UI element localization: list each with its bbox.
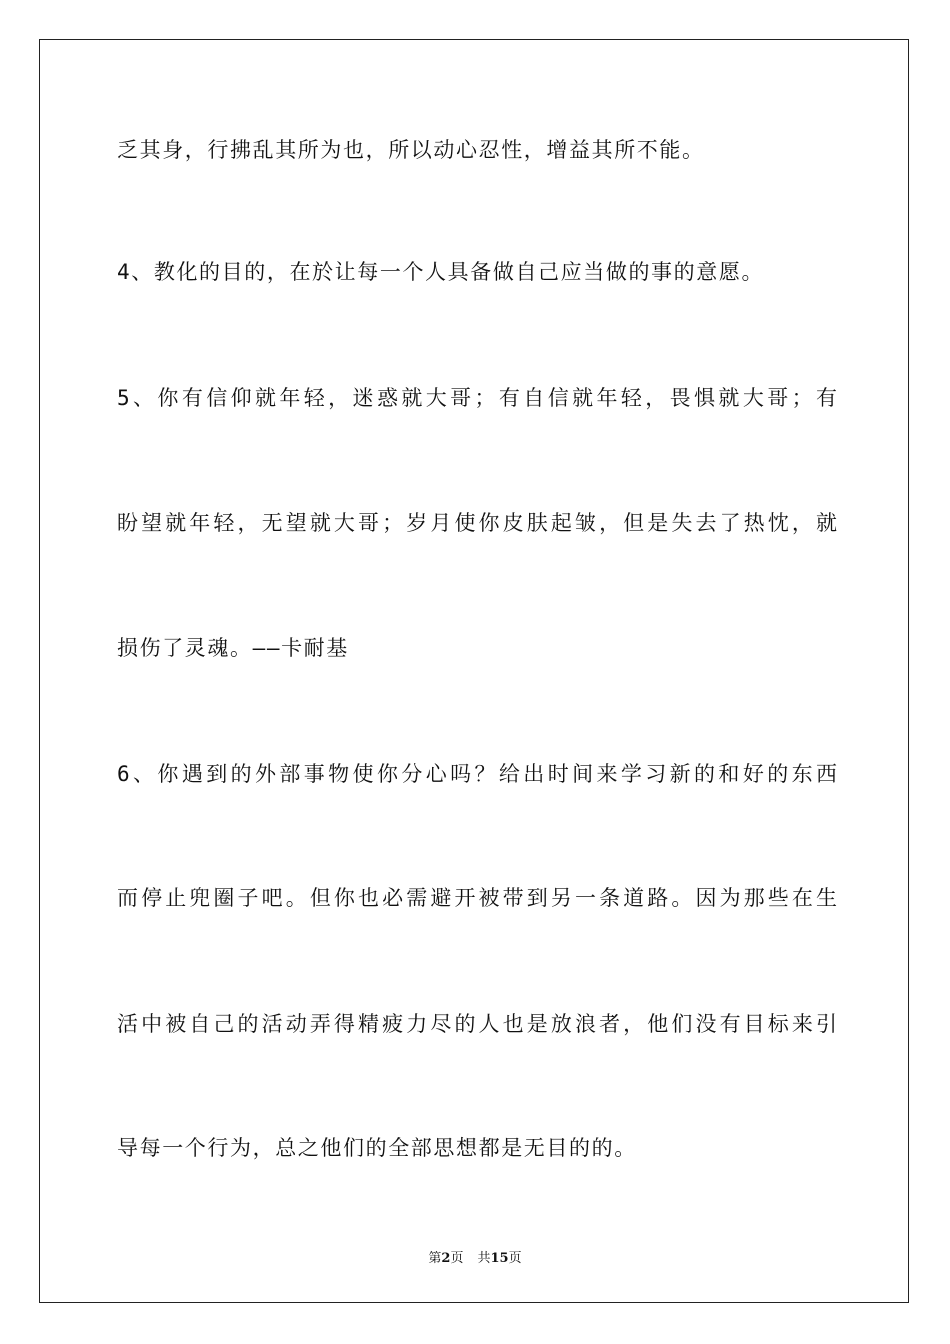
total-suffix: 页 [508, 1251, 522, 1266]
page-prefix: 第 [428, 1251, 442, 1266]
text-line-2: 4、教化的目的，在於让每一个人具备做自己应当做的事的意愿。 [117, 260, 765, 284]
text-line-4: 盼望就年轻，无望就大哥；岁月使你皮肤起皱，但是失去了热忱，就 [117, 511, 837, 535]
text-line-7: 而停止兜圈子吧。但你也必需避开被带到另一条道路。因为那些在生 [117, 886, 837, 910]
page-frame [39, 39, 909, 1303]
text-line-9: 导每一个行为，总之他们的全部思想都是无目的的。 [117, 1136, 637, 1160]
text-line-5: 损伤了灵魂。——卡耐基 [117, 636, 349, 660]
page-suffix: 页 [450, 1251, 464, 1266]
text-line-8: 活中被自己的活动弄得精疲力尽的人也是放浪者，他们没有目标来引 [117, 1012, 837, 1036]
text-line-1: 乏其身，行拂乱其所为也，所以动心忍性，增益其所不能。 [117, 138, 705, 162]
page-number: 2 [441, 1251, 451, 1266]
total-pages: 15 [490, 1251, 509, 1266]
page-footer [0, 1247, 950, 1266]
text-line-6: 6、你遇到的外部事物使你分心吗？给出时间来学习新的和好的东西 [117, 762, 837, 786]
total-prefix: 共 [477, 1251, 491, 1266]
text-line-3: 5、你有信仰就年轻，迷惑就大哥；有自信就年轻，畏惧就大哥；有 [117, 386, 837, 410]
